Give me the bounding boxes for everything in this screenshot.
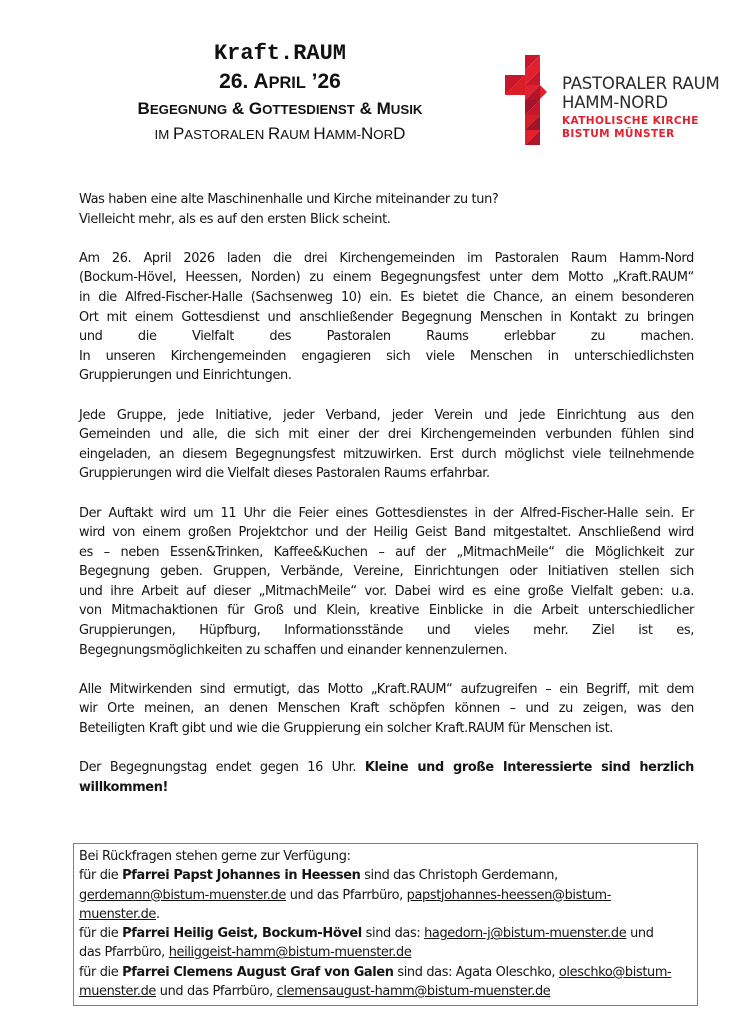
paragraph-closing: Der Begegnungstag endet gegen 16 Uhr. Kleine und große Interessierte sind herzlich willkommen! — [79, 760, 694, 795]
email-link-clemensaugust[interactable]: clemensaugust-hamm@bistum-muenster.de — [276, 984, 551, 1000]
intro-paragraph: Was haben eine alte Maschinenhalle und Kirche miteinander zu tun? Vielleicht mehr, als es auf den ersten Blick scheint. — [79, 192, 499, 227]
email-link-hagedorn[interactable]: hagedorn-j@bistum-muenster.de — [424, 926, 627, 942]
event-subtitle: BEGEGNUNG & GOTTESDIENST & MUSIK — [137, 99, 423, 118]
paragraph-program: Der Auftakt wird um 11 Uhr die Feier eines Gottesdienstes in der Alfred-Fischer-Halle sein. Er wird von einem großen Projektchor und der Heilig Geist Band mitgestaltet. Anschließend wird es – neben Essen&Trinken, Kaffee&Kuchen – auf der „MitmachMeile“ die Möglichkeit zur Begegnung geben. Gruppen, Verbände, Vereine, Einrichtungen oder Initiativen stellen sich und ihre Arbeit auf dieser „MitmachMeile“ vor. Dabei wird es eine große Vielfalt geben: u.a. von Mitmachaktionen für Groß und Klein, kreative Einblicke in die Arbeit unterschiedlicher Gruppierungen, Hüpfburg, Informationsstände und vieles mehr. Ziel ist es, Begegnungsmöglichkeiten zu schaffen und einander kennenzulernen. — [79, 505, 694, 658]
email-link-oleschko[interactable]: oleschko@bistum- muenster.de — [79, 964, 672, 1000]
event-date: 26. APRIL ’26 — [219, 70, 341, 93]
document-body — [79, 190, 694, 817]
contact-entry-bockum-hoevel: für die Pfarrei Heilig Geist, Bockum-Hövel sind das: hagedorn-j@bistum-muenster.de und das Pfarrbüro, heiliggeist-hamm@bistum-muenster.de — [79, 926, 654, 961]
logo-text: PASTORALER RAUM HAMM-NORD KATHOLISCHE KIRCHE BISTUM MÜNSTER — [562, 74, 720, 140]
document-header — [0, 0, 740, 170]
contact-box — [73, 843, 698, 1006]
event-title: Kraft.RAUM — [213, 41, 347, 66]
contact-entry-clemens-august: für die Pfarrei Clemens August Graf von Galen sind das: Agata Oleschko, oleschko@bistum- muenster.de und das Pfarrbüro, clemensaugust-hamm@bistum-muenster.de — [79, 964, 672, 1000]
contact-intro: Bei Rückfragen stehen gerne zur Verfügung: — [79, 849, 351, 864]
contact-entry-heessen: für die Pfarrei Papst Johannes in Heessen sind das Christoph Gerdemann, gerdemann@bistum-muenster.de und das Pfarrbüro, papstjohannes-heessen@bistum- muenster.de. — [79, 868, 612, 922]
email-link-heiliggeist[interactable]: heiliggeist-hamm@bistum-muenster.de — [168, 945, 412, 961]
title-block — [80, 42, 480, 147]
paragraph-groups: Jede Gruppe, jede Initiative, jeder Verband, jeder Verein und jede Einrichtung aus den Gemeinden und alle, die sich mit einer der drei Kirchengemeinden verbunden fühlen sind eingeladen, an diesem Begegnungsfest mitzuwirken. Erst durch möglichst viele teilnehmende Gruppierungen wird die Vielfalt dieses Pastoralen Raums erfahrbar. — [79, 407, 694, 482]
cross-icon — [505, 55, 555, 155]
email-link-papstjohannes[interactable]: papstjohannes-heessen@bistum- muenster.de — [79, 887, 612, 922]
event-location: IM PASTORALEN RAUM HAMM-NORD — [154, 124, 406, 143]
pastoral-logo — [505, 55, 735, 155]
paragraph-invitation: Am 26. April 2026 laden die drei Kirchengemeinden im Pastoralen Raum Hamm-Nord (Bockum-Hövel, Heessen, Norden) zu einem Begegnungsfest unter dem Motto „Kraft.RAUM“ in die Alfred-Fischer-Halle (Sachsenweg 10) ein. Es bietet die Chance, an einem besonderen Ort mit einem Gottesdienst und anschließender Begegnung Menschen in Kontakt zu bringen und die Vielfalt des Pastoralen Raums erlebbar zu machen. In unseren Kirchengemeinden engagieren sich viele Menschen in unterschiedlichsten Gruppierungen und Einrichtungen. — [79, 250, 694, 384]
email-link-gerdemann[interactable]: gerdemann@bistum-muenster.de — [79, 887, 286, 903]
paragraph-motto: Alle Mitwirkenden sind ermutigt, das Motto „Kraft.RAUM“ aufzugreifen – ein Begriff, mit dem wir Orte meinen, an denen Menschen Kraft schöpfen können – und zu zeigen, was den Beteiligten Kraft gibt und wie die Gruppierung ein solcher Kraft.RAUM für Menschen ist. — [79, 681, 694, 737]
